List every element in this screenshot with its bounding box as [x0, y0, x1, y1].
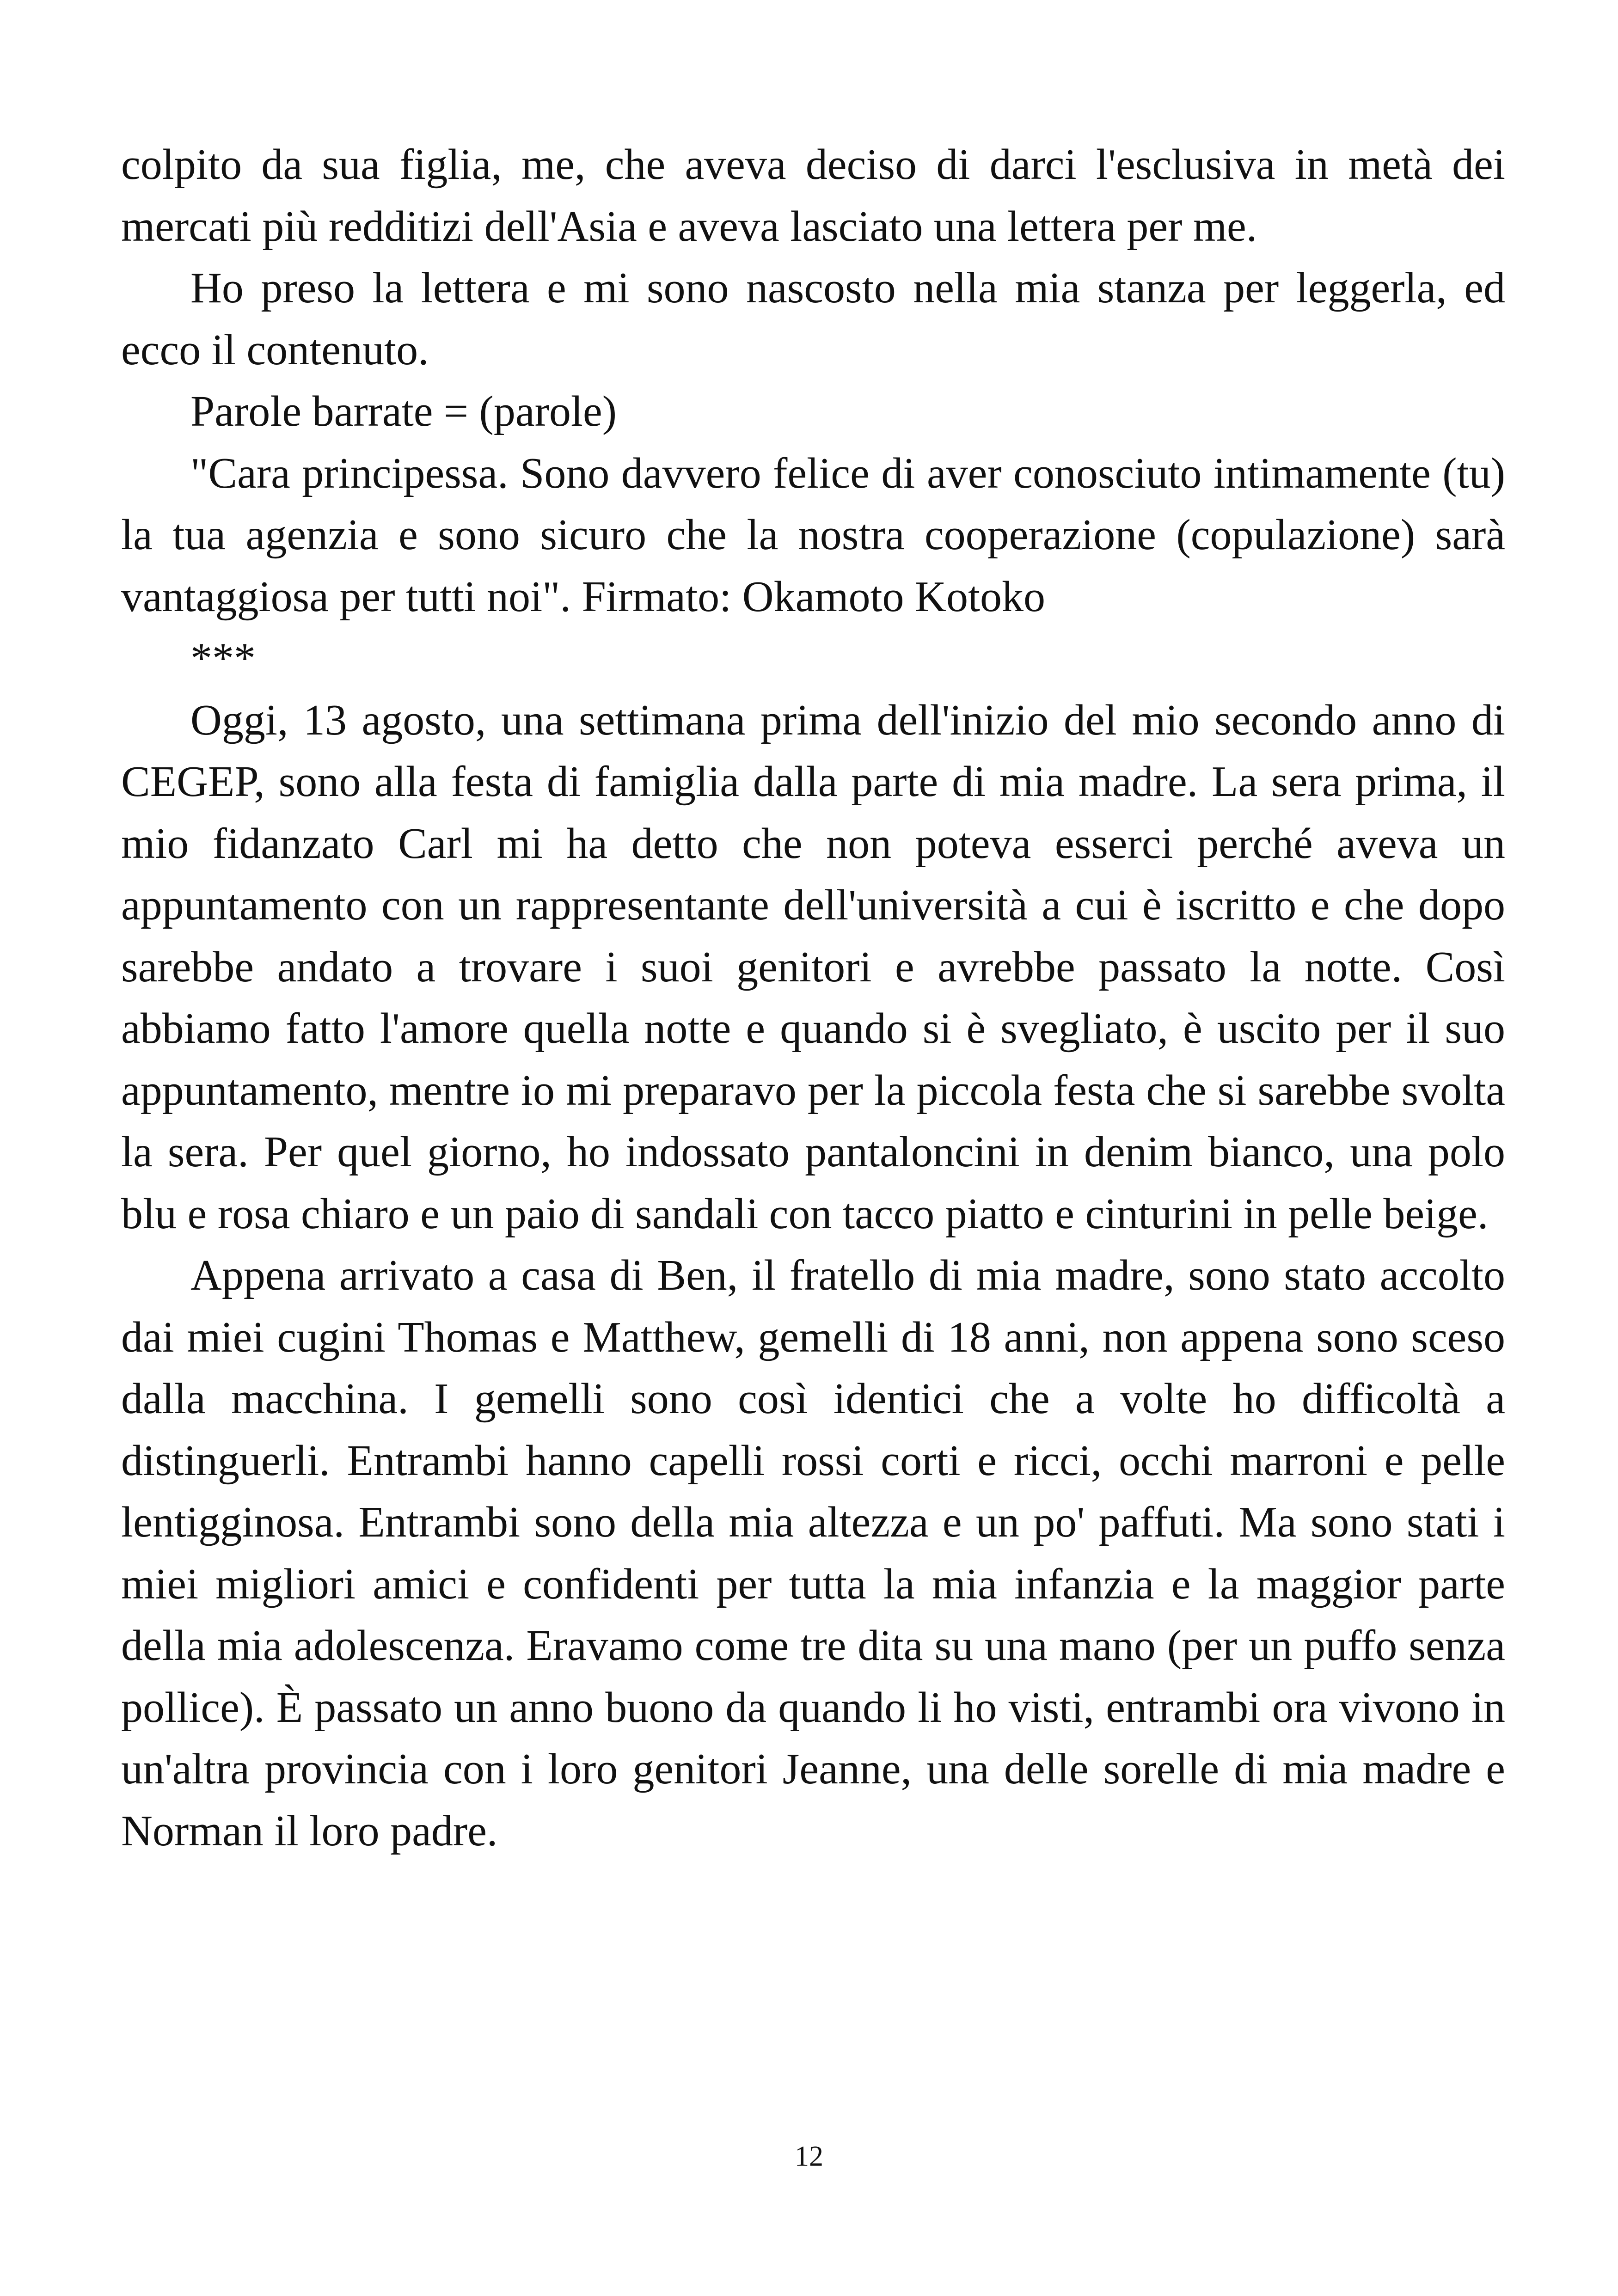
body-text — [121, 134, 1505, 1862]
page-number: 12 — [795, 2141, 823, 2172]
section-separator: *** — [190, 634, 256, 682]
paragraph-letter-intro: Ho preso la lettera e mi sono nascosto nella mia stanza per leggerla, ed ecco il contenuto. — [121, 264, 1505, 374]
paragraph-strikethrough-note: Parole barrate = (parole) — [190, 387, 617, 435]
paragraph-continuation: colpito da sua figlia, me, che aveva deciso di darci l'esclusiva in metà dei mercati più redditizi dell'Asia e aveva lasciato una lettera per me. — [121, 141, 1505, 251]
paragraph-cousins: Appena arrivato a casa di Ben, il fratello di mia madre, sono stato accolto dai miei cugini Thomas e Matthew, gemelli di 18 anni, non appena sono sceso dalla macchina. I gemelli sono così identici che a volte ho difficoltà a distinguerli. Entrambi hanno capelli rossi corti e ricci, occhi marroni e pelle lentigginosa. Entrambi sono della mia altezza e un po' paffuti. Ma sono stati i miei migliori amici e confidenti per tutta la mia infanzia e la maggior parte della mia adolescenza. Eravamo come tre dita su una mano (per un puffo senza pollice). È passato un anno buono da quando li ho visti, entrambi ora vivono in un'altra provincia con i loro genitori Jeanne, una delle sorelle di mia madre e Norman il loro padre. — [121, 1251, 1505, 1855]
paragraph-letter-quote: "Cara principessa. Sono davvero felice di aver conosciuto intimamente (tu) la tua agenzia e sono sicuro che la nostra cooperazione (copulazione) sarà vantaggiosa per tutti noi". Firmato: Okamoto Kotoko — [121, 449, 1505, 621]
paragraph-family-party: Oggi, 13 agosto, una settimana prima dell'inizio del mio secondo anno di CEGEP, sono alla festa di famiglia dalla parte di mia madre. La sera prima, il mio fidanzato Carl mi ha detto che non poteva esserci perché aveva un appuntamento con un rappresentante dell'università a cui è iscritto e che dopo sarebbe andato a trovare i suoi genitori e avrebbe passato la notte. Così abbiamo fatto l'amore quella notte e quando si è svegliato, è uscito per il suo appuntamento, mentre io mi preparavo per la piccola festa che si sarebbe svolta la sera. Per quel giorno, ho indossato pantaloncini in denim bianco, una polo blu e rosa chiaro e un paio di sandali con tacco piatto e cinturini in pelle beige. — [121, 696, 1505, 1238]
